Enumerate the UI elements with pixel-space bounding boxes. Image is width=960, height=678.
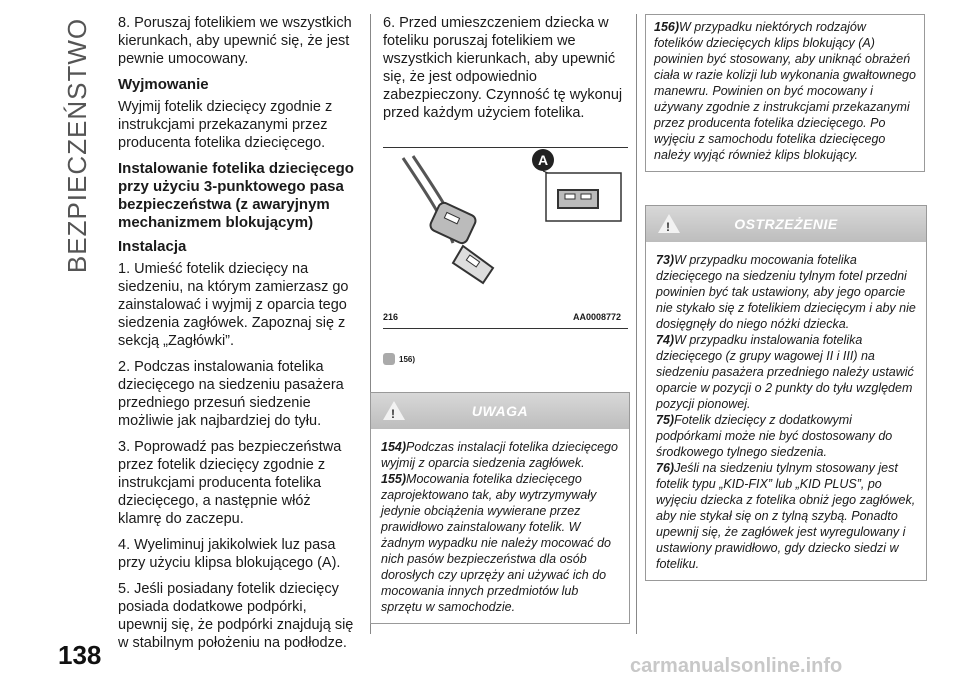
warning-76-text: Jeśli na siedzeniu tylnym stosowany jest fotelik typu „KID-FIX” lub „KID PLUS”, po wyjęciu dziecka z fotelika obniż jego zagłówek, aby nie stykał się on z tylną szybą. Ponadto upewnij się, że zagłówek jest wyregulowany i ustawiony prawidłowo, gdy dziecko siedzi w foteliku. (656, 461, 916, 571)
warning-76-number: 76) (656, 461, 675, 475)
column-1 (118, 14, 358, 660)
note-reference-number: 156) (399, 354, 416, 364)
warning-74-text: W przypadku instalowania fotelika dziecięcego (z grupy wagowej II i III) na siedzeniu pasażera przedniego należy ustawić oparcie w pozycji o 2 punkty do tyłu względem pozycji pionowej. (656, 333, 914, 411)
note-156-text: W przypadku niektórych rodzajów fotelików dziecięcych klips blokujący (A) powinien być stosowany, aby uniknąć obrażeń ciała w razie kolizji lub wykonania gwałtownego manewru. Powinien on być mocowany i używany zgodnie z instrukcjami przekazanymi przez producenta fotelika dziecięcego. Po wyjęciu z samochodu fotelika dziecięcego należy wyjąć również klips blokujący. (654, 20, 916, 162)
warning-76 (656, 460, 916, 572)
warning-73-number: 73) (656, 253, 675, 267)
figure-locking-clip (383, 147, 628, 329)
step-8: 8. Poruszaj fotelikiem we wszystkich kierunkach, aby upewnić się, że jest pewnie umocowany. (118, 15, 352, 67)
warning-75-text: Fotelik dziecięcy z dodatkowymi podpórkami może nie być dostosowany do środkowego tylnego siedzenia. (656, 413, 893, 459)
ostrzezenie-body (646, 242, 926, 580)
note-155 (381, 471, 619, 615)
uwaga-title: UWAGA (471, 403, 529, 419)
heading-installation: Instalacja (118, 238, 187, 255)
column-2 (383, 14, 628, 140)
note-154-number: 154) (381, 440, 407, 454)
warning-73-text: W przypadku mocowania fotelika dziecięcego na siedzeniu tylnym fotel przedni powinien być tak ustawiony, aby jego oparcie nie stykało się z fotelikiem dziecięcym i aby nie dosięgnęły do niego nóżki dziecka. (656, 253, 916, 331)
watermark: carmanualsonline.info (630, 655, 843, 677)
section-title-vertical (58, 17, 98, 273)
note-155-number: 155) (381, 472, 407, 486)
step-5: 5. Jeśli posiadany fotelik dziecięcy posiada dodatkowe podpórki, upewnij się, że podpórki znajdują się w stabilnym położeniu na podłodze. (118, 581, 354, 651)
warning-75-number: 75) (656, 413, 675, 427)
heading-install-3pt-belt: Instalowanie fotelika dziecięcego przy użyciu 3-punktowego pasa bezpieczeństwa (z awaryjnym mechanizmem blokującym) (118, 160, 354, 231)
ostrzezenie-section (645, 205, 925, 581)
figure-number: 216 (383, 312, 399, 322)
note-155-text: Mocowania fotelika dziecięcego zaprojektowano tak, aby wytrzymywały jedynie obciążenia wywierane przez prawidłowo zainstalowany fotelik. W żadnym wypadku nie należy mocować do nich pasów bezpieczeństwa dla osób dorosłych czy uprzęży ani używać ich do mocowania innych przedmiotów lub sprzętu w samochodzie. (381, 472, 611, 614)
section-title-text: BEZPIECZEŃSTWO (62, 17, 93, 273)
page-number: 138 (58, 640, 102, 670)
uwaga-box (370, 392, 630, 624)
uwaga-header (371, 393, 629, 429)
note-reference (383, 353, 415, 365)
step-1: 1. Umieść fotelik dziecięcy na siedzeniu, na którym zamierzasz go zainstalować i wyjmij z oparcia tego siedzenia zagłówek. Zapoznaj się z sekcją „Zagłówki”. (118, 261, 349, 349)
warning-75 (656, 412, 916, 460)
ostrzezenie-title: OSTRZEŻENIE (734, 216, 838, 232)
ostrzezenie-box (645, 205, 927, 581)
heading-removal: Wyjmowanie (118, 76, 209, 93)
locking-clip-illustration (383, 148, 628, 326)
note-156-box (645, 14, 925, 172)
step-2: 2. Podczas instalowania fotelika dziecięcego na siedzeniu pasażera przedniego przesuń siedzenie możliwie jak najbardziej do tyłu. (118, 359, 344, 429)
hand-pointer-icon (383, 353, 395, 365)
removal-text: Wyjmij fotelik dziecięcy zgodnie z instrukcjami przekazanymi przez producenta fotelika dziecięcego. (118, 99, 333, 151)
warning-74 (656, 332, 916, 412)
note-154-text: Podczas instalacji fotelika dziecięcego wyjmij z oparcia siedzenia zagłówek. (381, 440, 618, 470)
note-154 (381, 439, 619, 471)
column-divider-2 (636, 14, 637, 634)
figure-code: AA0008772 (573, 312, 622, 322)
step-4: 4. Wyeliminuj jakikolwiek luz pasa przy użyciu klipsa blokującego (A). (118, 537, 341, 571)
warning-triangle-icon: ! (383, 401, 405, 420)
note-156-number: 156) (654, 20, 680, 34)
note-156 (654, 19, 916, 163)
uwaga-body (371, 429, 629, 623)
step-6: 6. Przed umieszczeniem dziecka w foteliku poruszaj fotelikiem we wszystkich kierunkach, aby upewnić się, że jest odpowiednio zabezpieczony. Czynność tę wykonuj przed każdym użyciem fotelika. (383, 15, 623, 121)
hand-warning-icon: ! (658, 214, 680, 233)
warning-73 (656, 252, 916, 332)
warning-74-number: 74) (656, 333, 675, 347)
callout-label-a: A (537, 152, 549, 168)
step-3: 3. Poprowadź pas bezpieczeństwa przez fotelik dziecięcy zgodnie z instrukcjami producenta fotelika dziecięcego, a następnie włóż klamrę do zaczepu. (118, 439, 342, 527)
ostrzezenie-header (646, 206, 926, 242)
